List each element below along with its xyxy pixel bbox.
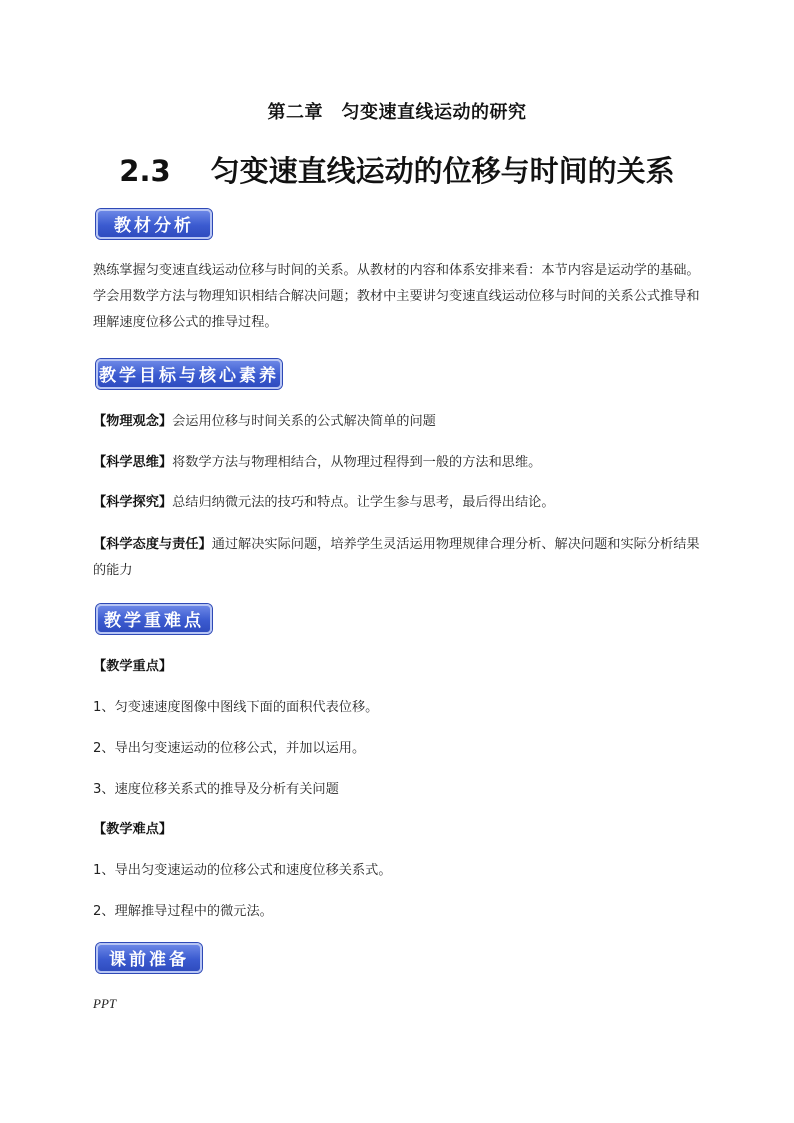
difficulty-item: 2、理解推导过程中的微元法。: [93, 904, 273, 919]
objective-tag: 【科学思维】: [93, 455, 173, 470]
section-title: 匀变速直线运动的位移与时间的关系: [210, 154, 675, 188]
section-number: 2.3: [119, 154, 171, 188]
objective-item: [93, 532, 705, 584]
focus-item: 1、匀变速速度图像中图线下面的面积代表位移。: [93, 700, 379, 715]
objective-text: 将数学方法与物理相结合，从物理过程得到一般的方法和思维。: [172, 455, 542, 470]
difficulty-heading: 【教学难点】: [93, 822, 173, 837]
objective-tag: 【科学探究】: [93, 495, 173, 510]
preparation-text: PPT: [93, 996, 117, 1011]
objective-item: [93, 411, 705, 433]
objective-tag: 【科学态度与责任】: [93, 537, 212, 552]
objective-item: [93, 452, 705, 474]
textbook-analysis-text: 熟练掌握匀变速直线运动位移与时间的关系。从教材的内容和体系安排来看：本节内容是运动学的基础。学会用数学方法与物理知识相结合解决问题；教材中主要讲匀变速直线运动位移与时间的关系公式推导和理解速度位移公式的推导过程。: [93, 263, 700, 330]
objective-item: [93, 492, 705, 514]
focus-item: 2、导出匀变速运动的位移公式，并加以运用。: [93, 741, 366, 756]
badge-objectives: 教学目标与核心素养: [96, 359, 282, 389]
objective-tag: 【物理观念】: [93, 414, 173, 429]
focus-item: 3、速度位移关系式的推导及分析有关问题: [93, 782, 339, 797]
badge-textbook-analysis: 教材分析: [96, 209, 212, 239]
objective-text: 会运用位移与时间关系的公式解决简单的问题: [172, 414, 436, 429]
objective-text: 总结归纳微元法的技巧和特点。让学生参与思考，最后得出结论。: [172, 495, 555, 510]
difficulty-item: 1、导出匀变速运动的位移公式和速度位移关系式。: [93, 863, 392, 878]
chapter-title: 第二章 匀变速直线运动的研究: [267, 102, 527, 123]
badge-preparation: 课前准备: [96, 943, 202, 973]
badge-key-points: 教学重难点: [96, 604, 212, 634]
objective-text: 通过解决实际问题，培养学生灵活运用物理规律合理分析、解决问题和实际分析结果的能力: [93, 537, 700, 578]
focus-heading: 【教学重点】: [93, 659, 173, 674]
section-heading: [0, 149, 794, 190]
